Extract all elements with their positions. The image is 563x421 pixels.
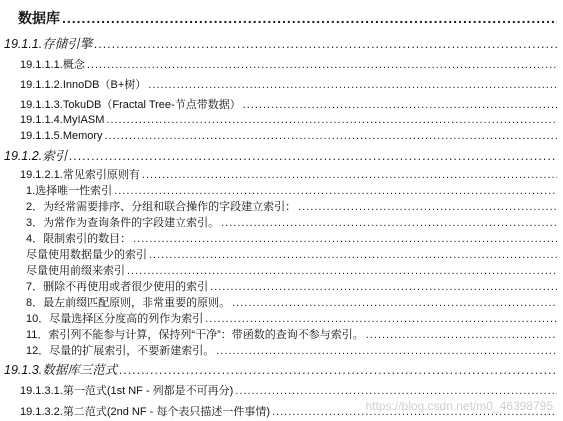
entry-title: 第一范式(1st NF - 列都是不可再分) bbox=[62, 385, 234, 397]
entry-title: 7．删除不再使用或者很少使用的索引 bbox=[26, 281, 209, 293]
leader-dots bbox=[142, 169, 557, 181]
entry-number: 19.1.2. bbox=[4, 149, 43, 163]
entry-title: 1.选择唯一性索引 bbox=[26, 185, 113, 197]
leader-dots bbox=[87, 59, 557, 71]
leader-dots bbox=[235, 385, 557, 397]
toc-entry[interactable] bbox=[26, 294, 557, 310]
leader-dots bbox=[105, 130, 557, 142]
entry-title: 10．尽量选择区分度高的列作为索引 bbox=[26, 313, 204, 325]
entry-title: 常见索引原则有 bbox=[62, 169, 140, 181]
entry-title: 2．为经常需要排序、分组和联合操作的字段建立索引： bbox=[26, 201, 297, 213]
entry-title: 8．最左前缀匹配原则，非常重要的原则。 bbox=[26, 297, 231, 309]
toc-entry[interactable] bbox=[26, 326, 557, 342]
entry-number: 19.1.3.2. bbox=[20, 406, 63, 418]
entry-title: 第二范式(2nd NF - 每个表只描述一件事情) bbox=[62, 406, 271, 418]
toc-entry[interactable] bbox=[4, 360, 557, 378]
leader-dots bbox=[232, 297, 557, 309]
leader-dots bbox=[69, 149, 557, 163]
leader-dots bbox=[133, 233, 557, 245]
entry-number: 19.1.3.1. bbox=[20, 385, 63, 397]
toc-entry[interactable] bbox=[26, 230, 557, 246]
leader-dots bbox=[298, 201, 557, 213]
entry-title: TokuDB（Fractal Tree-节点带数据） bbox=[62, 99, 241, 111]
toc-entry[interactable] bbox=[26, 278, 557, 294]
toc-entry[interactable] bbox=[26, 310, 557, 326]
entry-title: 索引 bbox=[42, 149, 68, 163]
watermark: https://blog.csdn.net/m0_46398795 bbox=[365, 399, 553, 413]
leader-dots bbox=[149, 249, 557, 261]
toc-entry[interactable] bbox=[20, 382, 557, 398]
leader-dots bbox=[366, 329, 557, 341]
entry-title: InnoDB（B+树） bbox=[62, 79, 147, 91]
entry-number: 19.1.1.5. bbox=[20, 130, 63, 142]
toc-heading-line[interactable] bbox=[18, 8, 557, 28]
toc-entry[interactable] bbox=[20, 56, 557, 72]
entry-title: 尽量使用数据量少的索引 bbox=[26, 249, 147, 261]
toc-entry[interactable] bbox=[26, 246, 557, 262]
entry-title: Memory bbox=[62, 130, 103, 142]
entry-number: 19.1.3. bbox=[4, 363, 43, 377]
toc-entry[interactable] bbox=[20, 166, 557, 182]
leader-dots bbox=[114, 185, 557, 197]
leader-dots bbox=[221, 217, 557, 229]
leader-dots bbox=[243, 99, 557, 111]
toc-entry[interactable] bbox=[20, 96, 557, 112]
entry-title: 数据库三范式 bbox=[42, 363, 118, 377]
entry-title: 存储引擎 bbox=[42, 37, 93, 51]
entry-title: 11．索引列不能参与计算，保持列“干净”：带函数的查询不参与索引。 bbox=[26, 329, 364, 341]
toc-entry[interactable] bbox=[26, 182, 557, 198]
entry-number: 19.1.1.4. bbox=[20, 114, 63, 126]
entry-title: 概念 bbox=[62, 59, 85, 71]
leader-dots bbox=[216, 345, 557, 357]
entry-title: MyIASM bbox=[62, 114, 105, 126]
leader-dots bbox=[148, 79, 557, 91]
leader-dots bbox=[94, 37, 557, 51]
toc-entry[interactable] bbox=[26, 342, 557, 358]
leader-dots bbox=[127, 265, 557, 277]
toc-heading: 数据库 bbox=[18, 10, 60, 26]
leader-dots bbox=[119, 363, 557, 377]
entry-title: 3．为常作为查询条件的字段建立索引。 bbox=[26, 217, 220, 229]
entry-number: 19.1.1.1. bbox=[20, 59, 63, 71]
toc-entry[interactable] bbox=[20, 114, 557, 126]
leader-dots bbox=[62, 10, 557, 26]
entry-title: 12．尽量的扩展索引，不要新建索引。 bbox=[26, 345, 215, 357]
toc-entry[interactable] bbox=[4, 34, 557, 52]
entry-number: 19.1.1. bbox=[4, 37, 43, 51]
toc-entry[interactable] bbox=[26, 262, 557, 278]
entry-number: 19.1.2.1. bbox=[20, 169, 63, 181]
entry-number: 19.1.1.2. bbox=[20, 79, 63, 91]
toc-entry[interactable] bbox=[26, 214, 557, 230]
entry-title: 4．限制索引的数目： bbox=[26, 233, 132, 245]
leader-dots bbox=[210, 281, 557, 293]
leader-dots bbox=[106, 114, 557, 126]
toc-entry[interactable] bbox=[4, 146, 557, 164]
toc-entry[interactable] bbox=[26, 198, 557, 214]
entry-title: 尽量使用前缀来索引 bbox=[26, 265, 125, 277]
entry-number: 19.1.1.3. bbox=[20, 99, 63, 111]
toc-entry[interactable] bbox=[20, 130, 557, 142]
leader-dots bbox=[205, 313, 557, 325]
toc-entry[interactable] bbox=[20, 76, 557, 92]
